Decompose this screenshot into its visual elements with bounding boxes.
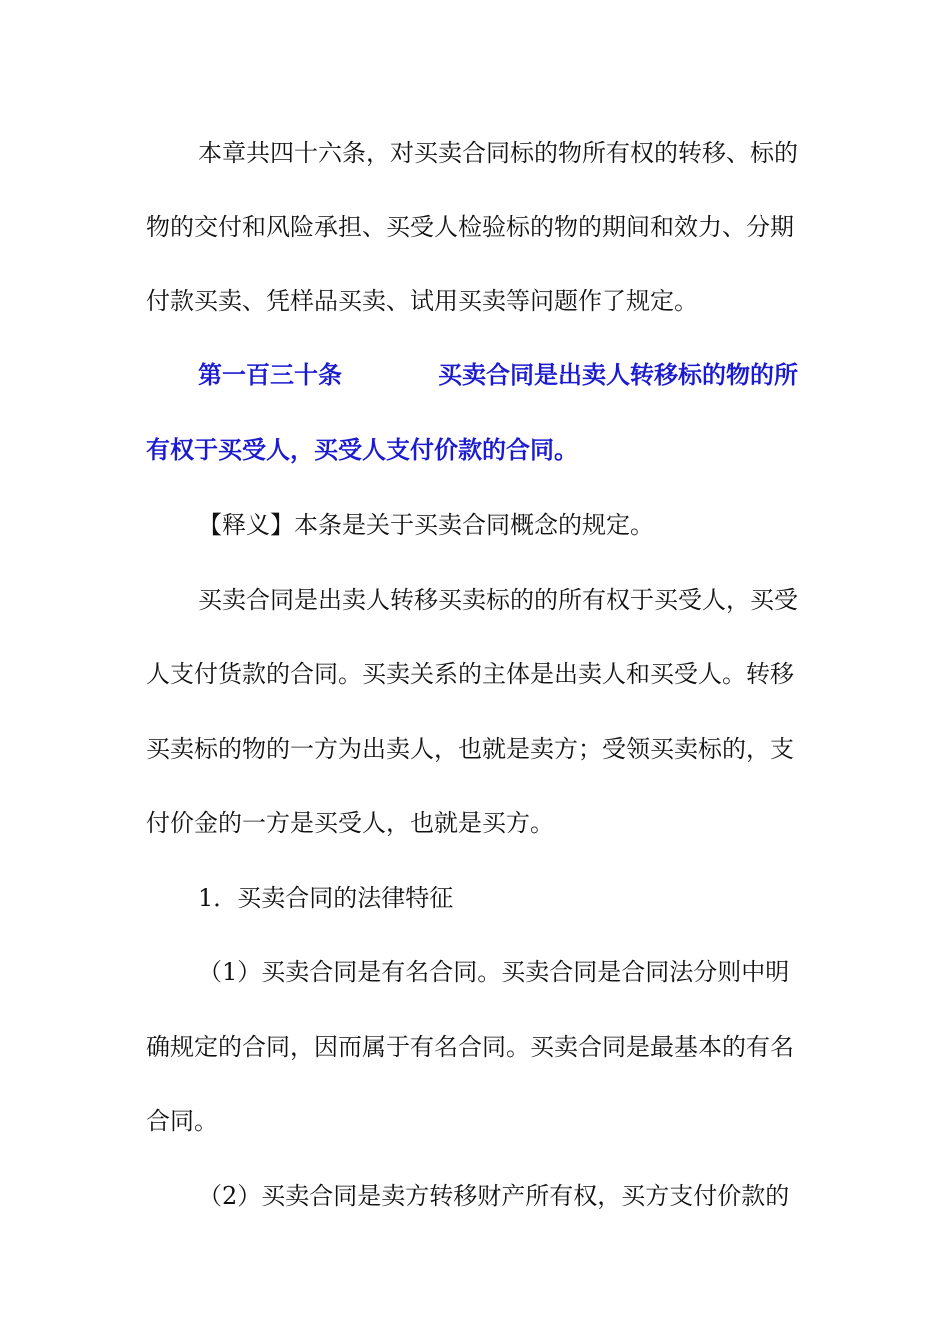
intro-line-2: 物的交付和风险承担、买受人检验标的物的期间和效力、分期 bbox=[146, 213, 794, 241]
point1-line-2: 确规定的合同，因而属于有名合同。买卖合同是最基本的有名 bbox=[146, 1033, 794, 1061]
point1-line-1: （1）买卖合同是有名合同。买卖合同是合同法分则中明 bbox=[198, 958, 790, 986]
article-text-part-1: 买卖合同是出卖人转移标的物的所 bbox=[438, 361, 798, 389]
definition-line-3: 买卖标的物的一方为出卖人，也就是卖方；受领买卖标的，支 bbox=[146, 735, 794, 763]
article-number: 第一百三十条 bbox=[198, 361, 342, 389]
point2-line-1: （2）买卖合同是卖方转移财产所有权，买方支付价款的 bbox=[198, 1182, 790, 1210]
point1-line-3: 合同。 bbox=[146, 1107, 218, 1135]
article-heading-line-1 bbox=[198, 360, 798, 390]
intro-line-1: 本章共四十六条，对买卖合同标的物所有权的转移、标的 bbox=[198, 139, 798, 167]
section-heading: 1．买卖合同的法律特征 bbox=[198, 884, 454, 912]
definition-line-2: 人支付货款的合同。买卖关系的主体是出卖人和买受人。转移 bbox=[146, 660, 794, 688]
article-heading-line-2: 有权于买受人，买受人支付价款的合同。 bbox=[146, 436, 578, 464]
interpretation-line: 【释义】本条是关于买卖合同概念的规定。 bbox=[198, 511, 654, 539]
intro-line-3: 付款买卖、凭样品买卖、试用买卖等问题作了规定。 bbox=[146, 287, 698, 315]
definition-line-1: 买卖合同是出卖人转移买卖标的的所有权于买受人，买受 bbox=[198, 586, 798, 614]
definition-line-4: 付价金的一方是买受人，也就是买方。 bbox=[146, 809, 554, 837]
